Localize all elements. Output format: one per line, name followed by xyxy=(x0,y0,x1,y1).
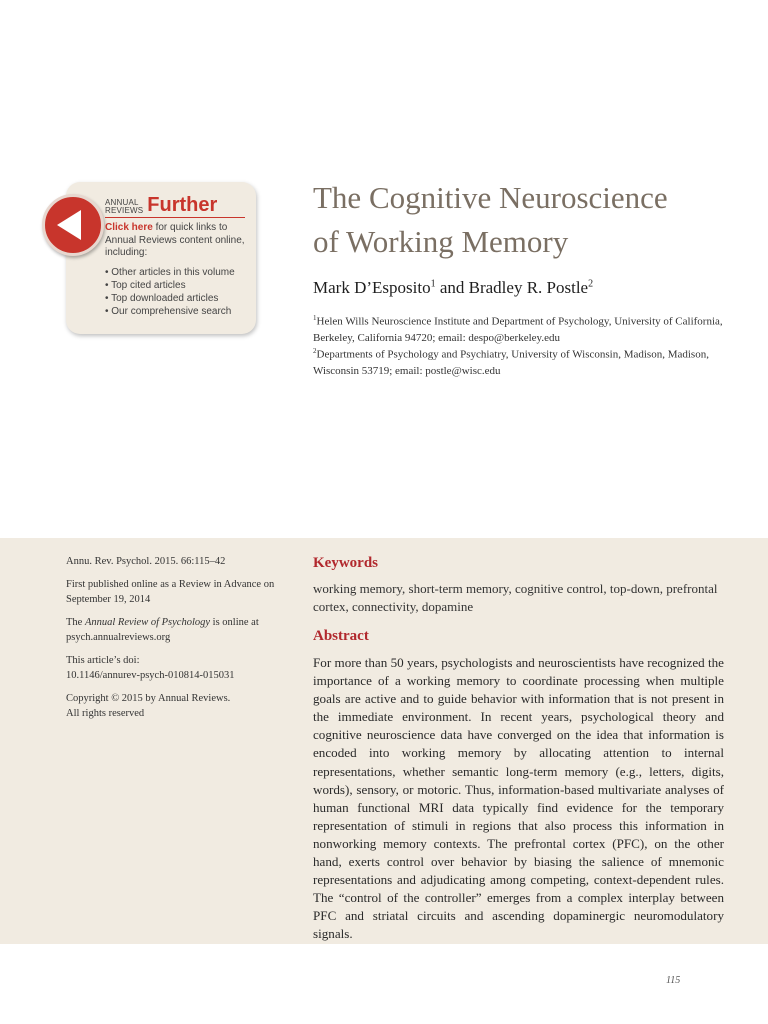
further-description: Click here for quick links to Annual Reviews content online, including: xyxy=(105,222,245,258)
page-number: 115 xyxy=(666,975,681,986)
doi-info: This article’s doi: 10.1146/annurev-psych-010814-015031 xyxy=(66,655,235,681)
back-arrow-icon[interactable] xyxy=(42,194,104,256)
copyright: Copyright © 2015 by Annual Reviews. All rights reserved xyxy=(66,693,231,719)
further-content xyxy=(105,195,245,318)
further-link-item[interactable]: • Top cited articles xyxy=(105,279,245,292)
doi-link[interactable]: 10.1146/annurev-psych-010814-015031 xyxy=(66,670,235,681)
annual-reviews-further-logo xyxy=(105,195,245,218)
citation: Annu. Rev. Psychol. 2015. 66:115–42 xyxy=(66,556,226,567)
journal-info: The Annual Review of Psychology is online at psych.annualreviews.org xyxy=(66,617,259,643)
brand-further-text: Further xyxy=(147,194,218,216)
article-title: The Cognitive Neuroscience of Working Memory xyxy=(313,180,668,259)
further-link-item[interactable]: • Our comprehensive search xyxy=(105,305,245,318)
further-link-item[interactable]: • Other articles in this volume xyxy=(105,266,245,279)
keywords-heading: Keywords xyxy=(313,555,378,571)
authors: Mark D’Esposito$^1$ and Bradley R. Postle$^2$ xyxy=(313,278,594,297)
further-links-list xyxy=(105,266,245,318)
affiliation-2: $^2$Departments of Psychology and Psychiatry, University of Wisconsin, Madison, Madison, Wisconsin 53719; email: postle@wisc.edu xyxy=(313,347,709,377)
abstract-heading: Abstract xyxy=(313,628,369,644)
click-here-link[interactable]: Click here xyxy=(105,222,153,233)
abstract-text: For more than 50 years, psychologists and neuroscientists have recognized the importance of a working memory to coordinate processing when multiple goals are active and to guide behavior with information that is not present in the immediate environment. In recent years, psychological theory and cognitive neuroscience data have converged on the idea that information is encoded into working memory by allocating attention to internal representations, whether semantic long-term memory (e.g., letters, digits, words), sensory, or motoric. Thus, information-based multivariate analyses of human functional MRI data typically find evidence for the temporary representation of stimuli in regions that also process this information in nonworking memory contexts. The prefrontal cortex (PFC), on the other hand, exerts control over behavior by biasing the salience of mnemonic representations and adjudicating among competing, context-dependent rules. The “control of the controller” emerges from a complex interplay between PFC and striatal circuits and ascending dopaminergic neuromodulatory signals. xyxy=(313,655,724,942)
further-link-item[interactable]: • Top downloaded articles xyxy=(105,292,245,305)
article-metadata xyxy=(66,554,286,729)
affiliation-1: $^1$Helen Wills Neuroscience Institute and Department of Psychology, University of California, Berkeley, California 94720; email: despo@berkeley.edu xyxy=(313,314,723,344)
published-date: First published online as a Review in Advance on September 19, 2014 xyxy=(66,579,275,605)
keywords-text: working memory, short-term memory, cognitive control, top-down, prefrontal cortex, connectivity, dopamine xyxy=(313,581,718,614)
brand-small-text: ANNUAL REVIEWS xyxy=(105,198,144,215)
